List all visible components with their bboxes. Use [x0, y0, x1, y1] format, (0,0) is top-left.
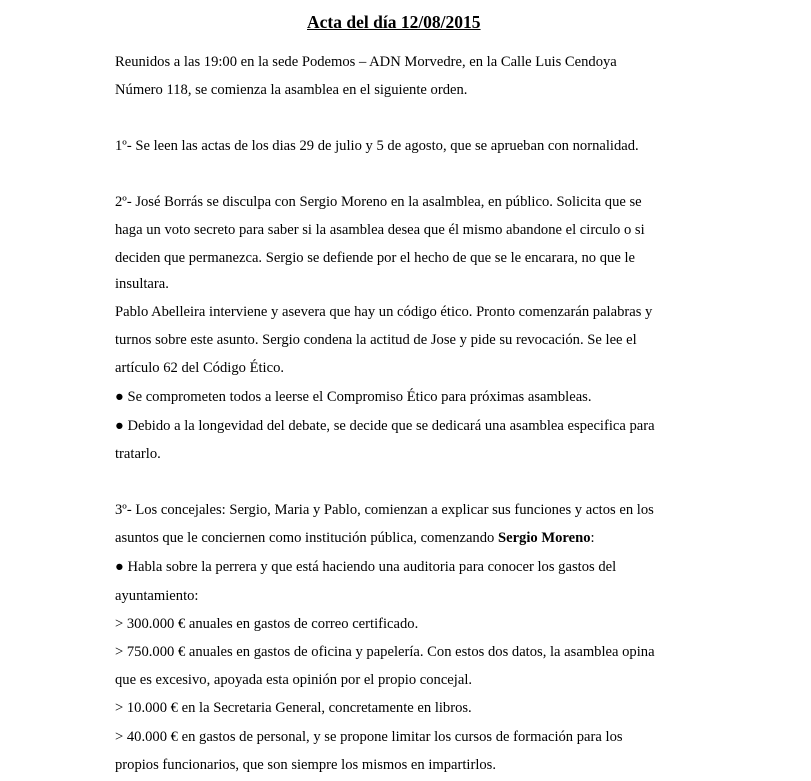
paragraph-line: 3º- Los concejales: Sergio, Maria y Pablo, comienzan a explicar sus funciones y actos en los: [115, 502, 654, 518]
paragraph-line: propios funcionarios, que son siempre los mismos en impartirlos.: [115, 757, 497, 773]
list-item: > 300.000 € anuales en gastos de correo certificado.: [115, 616, 419, 632]
bullet-item: ● Se comprometen todos a leerse el Compromiso Ético para próximas asambleas.: [115, 389, 592, 405]
paragraph-line: insultara.: [115, 276, 169, 292]
paragraph-line: ayuntamiento:: [115, 588, 199, 604]
bullet-item: ● Debido a la longevidad del debate, se decide que se dedicará una asamblea especifica para: [115, 418, 655, 434]
paragraph-text: asuntos que le conciernen como institución pública, comenzando: [115, 530, 498, 546]
document-title: Acta del día 12/08/2015: [307, 12, 481, 32]
paragraph-line: artículo 62 del Código Ético.: [115, 360, 285, 376]
paragraph-line: deciden que permanezca. Sergio se defiende por el hecho de que se le encarara, no que le: [115, 250, 635, 266]
bullet-item: ● Habla sobre la perrera y que está haciendo una auditoria para conocer los gastos del: [115, 559, 617, 575]
paragraph-line: haga un voto secreto para saber si la asamblea desea que él mismo abandone el circulo o si: [115, 222, 645, 238]
list-item: > 10.000 € en la Secretaria General, concretamente en libros.: [115, 700, 472, 716]
paragraph-line: Reunidos a las 19:00 en la sede Podemos – ADN Morvedre, en la Calle Luis Cendoya: [115, 54, 617, 70]
bold-name: Sergio Moreno: [497, 530, 591, 546]
colon: :: [590, 530, 595, 546]
paragraph-line: turnos sobre este asunto. Sergio condena la actitud de Jose y pide su revocación. Se lee el: [115, 332, 637, 348]
list-item: > 750.000 € anuales en gastos de oficina y papelería. Con estos dos datos, la asamblea opina: [115, 644, 655, 660]
paragraph-line: 1º- Se leen las actas de los dias 29 de julio y 5 de agosto, que se aprueban con nornalidad.: [115, 138, 639, 154]
paragraph-line: 2º- José Borrás se disculpa con Sergio Moreno en la asalmblea, en público. Solicita que se: [115, 194, 642, 210]
paragraph-line: Pablo Abelleira interviene y asevera que hay un código ético. Pronto comenzarán palabras y: [115, 304, 653, 320]
paragraph-line: [115, 528, 595, 548]
list-item: > 40.000 € en gastos de personal, y se propone limitar los cursos de formación para los: [115, 729, 623, 745]
paragraph-line: que es excesivo, apoyada esta opinión por el propio concejal.: [115, 672, 473, 688]
paragraph-line: tratarlo.: [115, 446, 161, 462]
paragraph-line: Número 118, se comienza la asamblea en el siguiente orden.: [115, 82, 468, 98]
